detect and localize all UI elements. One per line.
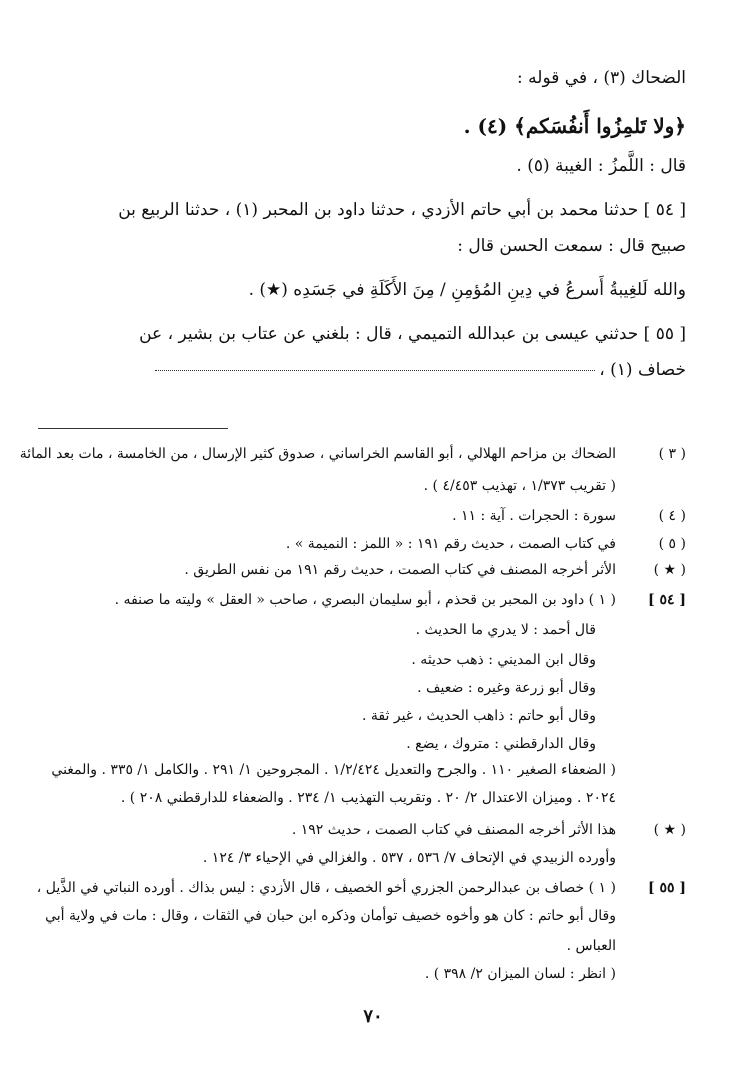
footnote-separator <box>38 428 228 429</box>
main-line-3: قال : اللَّمزُ : الغيبة (٥) . <box>516 156 686 176</box>
footnote-54-line-h: ٢٠٢٤ . وميزان الاعتدال ٢/ ٢٠ . وتقريب التهذيب ١/ ٢٣٤ . والضعفاء للدارقطني ٢٠٨ ) . <box>120 790 616 806</box>
hadith-55-line-2 <box>38 360 686 380</box>
footnote-5-text: في كتاب الصمت ، حديث رقم ١٩١ : « اللمز : النميمة » . <box>285 536 616 552</box>
hadith-54-line-1: [ ٥٤ ] حدثنا محمد بن أبي حاتم الأزدي ، حدثنا داود بن المحبر (١) ، حدثنا الربيع بن <box>118 200 686 220</box>
footnote-54-line-c: وقال ابن المديني : ذهب حديثه . <box>411 652 596 668</box>
footnote-54-line-e: وقال أبو حاتم : ذاهب الحديث ، غير ثقة . <box>362 708 596 724</box>
footnote-55-line-d: ( انظر : لسان الميزان ٢/ ٣٩٨ ) . <box>424 966 616 982</box>
footnote-star-1-marker: ( ★ ) <box>653 562 686 578</box>
footnote-54-line-b: قال أحمد : لا يدري ما الحديث . <box>415 622 596 638</box>
footnote-3-ref: ( تقريب ١/٣٧٣ ، تهذيب ٤/٤٥٣ ) . <box>423 478 616 494</box>
footnote-54-text: ( ١ ) داود بن المحبر بن قحذم ، أبو سليمان البصري ، صاحب « العقل » وليته ما صنفه . <box>114 592 616 608</box>
footnote-54-line-g: ( الضعفاء الصغير ١١٠ . والجرح والتعديل ١/٢/٤٢٤ . المجروحين ١/ ٢٩١ . والكامل ١/ ٣٣٥ . والمغني <box>51 762 616 778</box>
footnote-4-marker: ( ٤ ) <box>658 508 686 524</box>
footnote-54-line-d: وقال أبو زرعة وغيره : ضعيف . <box>417 680 596 696</box>
page-number: ٧٠ <box>363 1006 383 1027</box>
footnote-3-text: الضحاك بن مزاحم الهلالي ، أبو القاسم الخراساني ، صدوق كثير الإرسال ، من الخامسة ، مات بعد المائة <box>19 446 616 462</box>
footnote-star-2-line-b: وأورده الزبيدي في الإتحاف ٧/ ٥٣٦ ، ٥٣٧ . والغزالي في الإحياء ٣/ ١٢٤ . <box>202 850 616 866</box>
footnote-5-marker: ( ٥ ) <box>658 536 686 552</box>
footnote-55-line-b: وقال أبو حاتم : كان هو وأخوه خصيف توأمان وذكره ابن حبان في الثقات ، وقال : مات في ولاية أبي <box>45 908 616 924</box>
footnote-star-2-text: هذا الأثر أخرجه المصنف في كتاب الصمت ، حديث ١٩٢ . <box>291 822 616 838</box>
footnote-55-marker: [ ٥٥ ] <box>647 880 686 896</box>
main-line-1: الضحاك (٣) ، في قوله : <box>517 68 686 88</box>
quran-verse: ﴿ولا تَلمِزُوا أَنفُسَكم﴾ (٤) . <box>463 114 686 138</box>
footnote-54-line-f: وقال الدارقطني : متروك ، يضع . <box>406 736 596 752</box>
hadith-54-text: والله لَلغِيبةُ أَسرعُ في دِينِ المُؤمِنِ / مِنَ الأَكَلَةِ في جَسَدِه (★) . <box>248 280 686 300</box>
hadith-55-line-1: [ ٥٥ ] حدثني عيسى بن عبدالله التميمي ، قال : بلغني عن عتاب بن بشير ، عن <box>139 324 686 344</box>
document-page <box>19 0 686 1084</box>
footnote-55-line-c: العباس . <box>566 938 616 954</box>
footnote-star-1-text: الأثر أخرجه المصنف في كتاب الصمت ، حديث رقم ١٩١ من نفس الطريق . <box>184 562 616 578</box>
footnote-54-marker: [ ٥٤ ] <box>647 592 686 608</box>
hadith-54-line-2: صبيح قال : سمعت الحسن قال : <box>457 236 686 256</box>
footnote-4-text: سورة : الحجرات . آية : ١١ . <box>452 508 616 524</box>
footnote-star-2-marker: ( ★ ) <box>653 822 686 838</box>
footnote-3-marker: ( ٣ ) <box>658 446 686 462</box>
hadith-55-line-2-text: خصاف (١) ، <box>599 360 686 380</box>
footnote-55-text: ( ١ ) خصاف بن عبدالرحمن الجزري أخو الخصيف ، قال الأزدي : ليس بذاك . أورده النباتي في الذَّيل ، <box>36 880 616 896</box>
dotted-leader <box>155 370 595 371</box>
